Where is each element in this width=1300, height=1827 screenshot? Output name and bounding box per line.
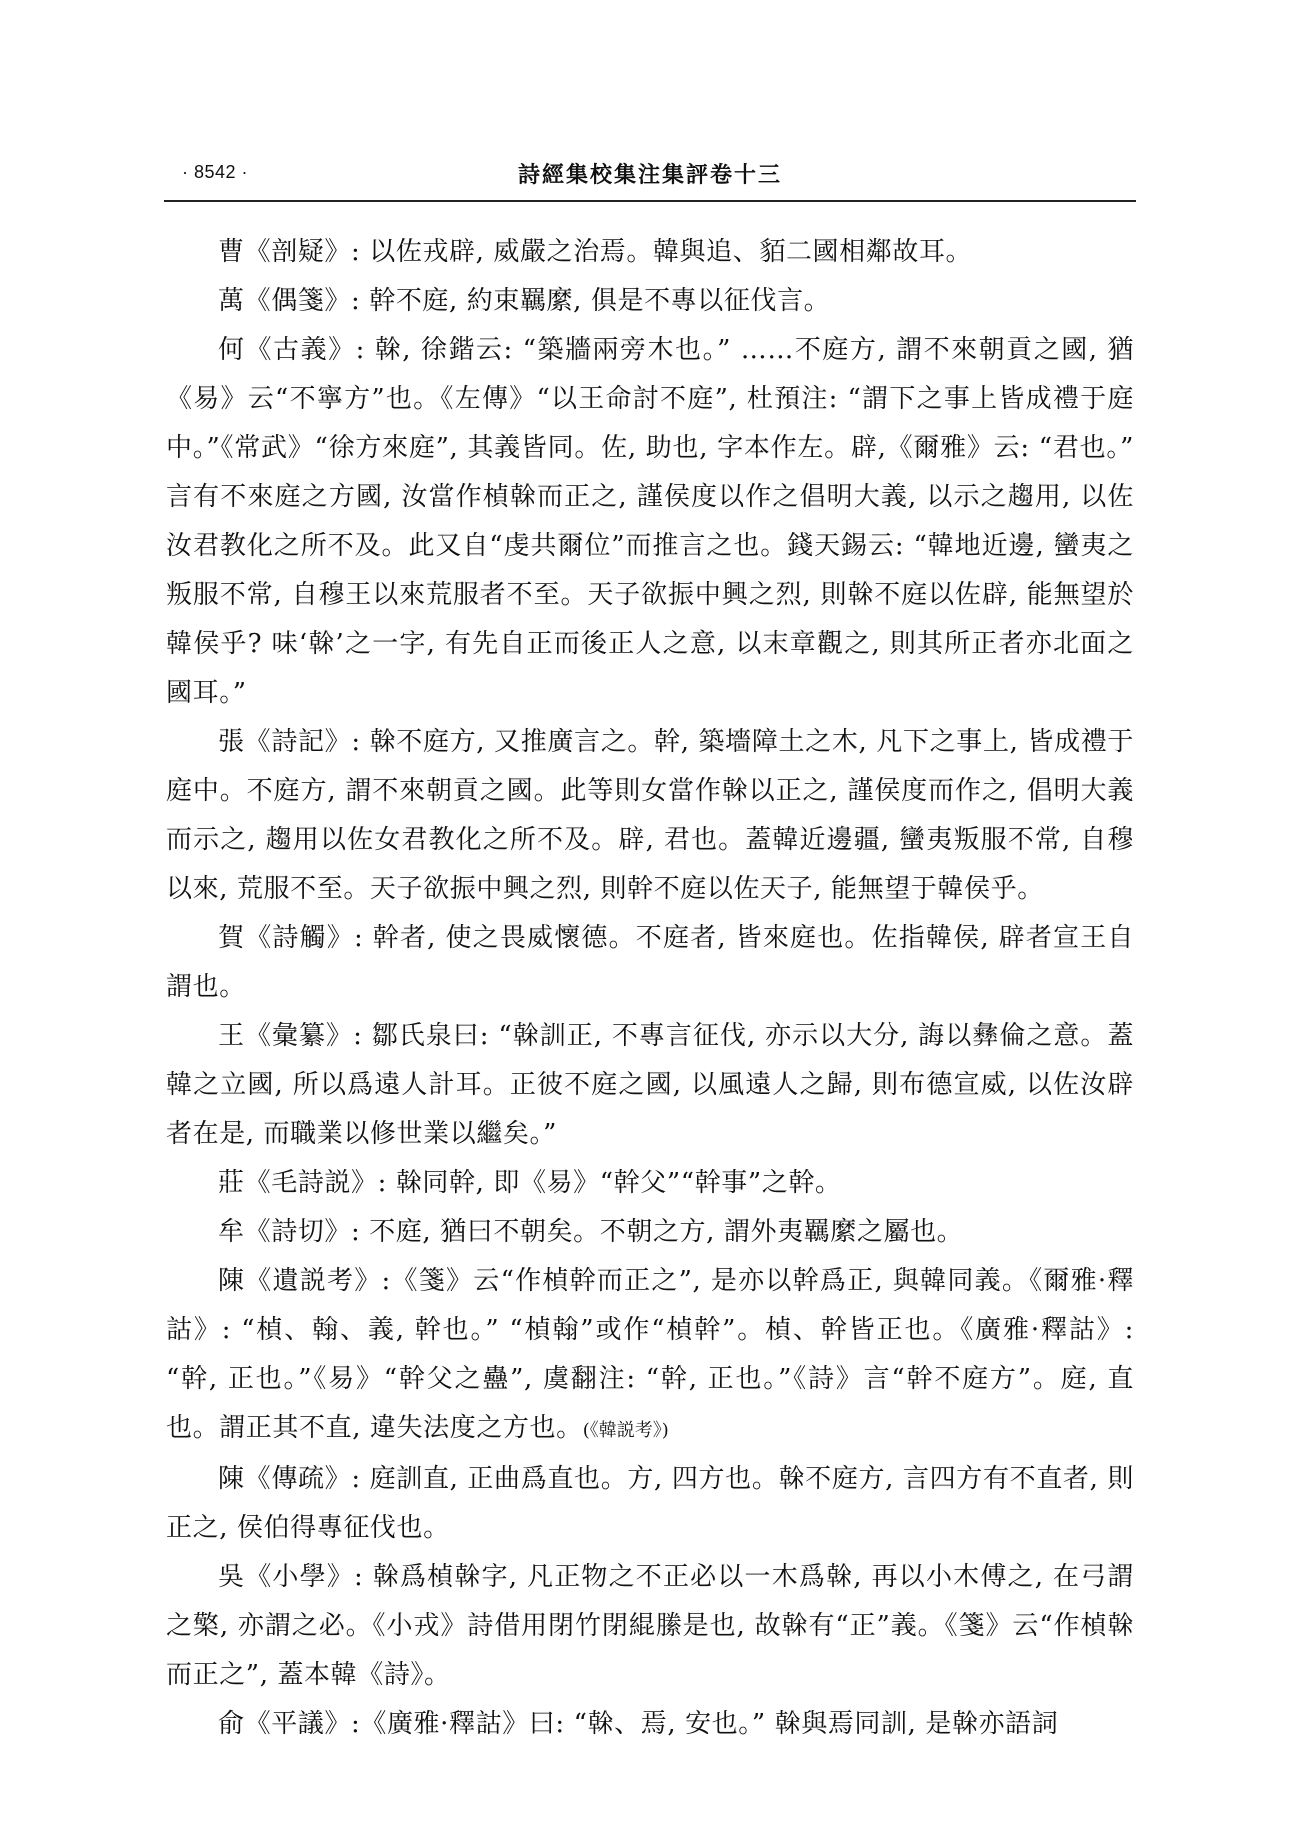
paragraph-mou-shiqie [166,1208,1134,1257]
paragraph-cao-pouyi [166,228,1134,277]
page-number: · 8542 · [182,162,249,182]
paragraph-text: 陳《遺説考》:《箋》云“作楨幹而正之”, 是亦以幹爲正, 與韓同義。《爾雅·釋詁》: “楨、翰、義, 幹也。” “楨翰”或作“楨幹”。楨、幹皆正也。《廣雅·釋詁》: “幹, 正也。”《易》“幹父之蠱”, 虞翻注: “幹, 正也。”《詩》言“幹不庭方”。庭, 直也。謂正其不直, 違失法度之方也。 [166,1266,1134,1443]
paragraph-text: 莊《毛詩説》: 榦同幹, 即《易》“幹父”“幹事”之幹。 [218,1168,842,1198]
paragraph-text: 張《詩記》: 榦不庭方, 又推廣言之。幹, 築墻障土之木, 凡下之事上, 皆成禮于庭中。不庭方, 謂不來朝貢之國。此等則女當作榦以正之, 謹侯度而作之, 倡明大義而示之, 趨用以佐女君教化之所不及。辟, 君也。蓋韓近邊疆, 蠻夷叛服不常, 自穆以來, 荒服不至。天子欲振中興之烈, 則幹不庭以佐天子, 能無望于韓侯乎。 [166,727,1134,904]
paragraph-text: 王《彙纂》: 鄒氏泉曰: “榦訓正, 不專言征伐, 亦示以大分, 誨以彝倫之意。蓋韓之立國, 所以爲遠人計耳。正彼不庭之國, 以風遠人之歸, 則布德宣威, 以佐汝辟者在是, 而職業以修世業以繼矣。” [166,1021,1134,1149]
paragraph-text: 陳《傳疏》: 庭訓直, 正曲爲直也。方, 四方也。榦不庭方, 言四方有不直者, 則正之, 侯伯得專征伐也。 [166,1464,1134,1543]
paragraph-zhang-shiji [166,718,1134,914]
paragraph-text: 萬《偶箋》: 幹不庭, 約束羈縻, 俱是不專以征伐言。 [218,286,831,316]
paragraph-wan-oujian [166,277,1134,326]
source-note: (《韓説考》) [582,1420,669,1441]
paragraph-text: 何《古義》: 榦, 徐鍇云: “築牆兩旁木也。” ……不庭方, 謂不來朝貢之國, 猶《易》云“不寧方”也。《左傳》“以王命討不庭”, 杜預注: “謂下之事上皆成禮于庭中。”《常武》“徐方來庭”, 其義皆同。佐, 助也, 字本作左。辟,《爾雅》云: “君也。” 言有不來庭之方國, 汝當作楨榦而正之, 謹侯度以作之倡明大義, 以示之趨用, 以佐汝君教化之所不及。此又自“虔共爾位”而推言之也。錢天錫云: “韓地近邊, 蠻夷之叛服不常, 自穆王以來荒服者不至。天子欲振中興之烈, 則榦不庭以佐辟, 能無望於韓侯乎? 味‘榦’之一字, 有先自正而後正人之意, 以末章觀之, 則其所正者亦北面之國耳。” [166,335,1134,708]
paragraph-wang-huizuan [166,1012,1134,1159]
paragraph-chen-zhuanshu [166,1455,1134,1553]
paragraph-text: 牟《詩切》: 不庭, 猶曰不朝矣。不朝之方, 謂外夷羈縻之屬也。 [218,1217,964,1247]
paragraph-zhuang-maoshishuo [166,1159,1134,1208]
paragraph-text: 賀《詩觸》: 幹者, 使之畏威懷德。不庭者, 皆來庭也。佐指韓侯, 辟者宣王自謂也。 [166,923,1134,1002]
paragraph-wu-xiaoxue [166,1553,1134,1700]
header-rule [164,200,1136,202]
paragraph-text: 俞《平議》:《廣雅·釋詁》曰: “榦、焉, 安也。” 榦與焉同訓, 是榦亦語詞 [218,1709,1059,1739]
paragraph-yu-pingyi [166,1700,1134,1749]
paragraph-text: 曹《剖疑》: 以佐戎辟, 威嚴之治焉。韓與追、貊二國相鄰故耳。 [218,237,973,267]
paragraph-text: 吳《小學》: 榦爲楨榦字, 凡正物之不正必以一木爲榦, 再以小木傅之, 在弓謂之檠, 亦謂之必。《小戎》詩借用閉竹閉緄縢是也, 故榦有“正”義。《箋》云“作楨榦而正之”, 蓋本韓《詩》。 [166,1562,1134,1690]
body-text [166,228,1134,1749]
paragraph-he-shichu [166,914,1134,1012]
paragraph-chen-yishuokao [166,1257,1134,1455]
paragraph-he-guyi [166,326,1134,718]
running-title: 詩經集校集注集評卷十三 [517,162,782,188]
page-header [164,158,1136,194]
